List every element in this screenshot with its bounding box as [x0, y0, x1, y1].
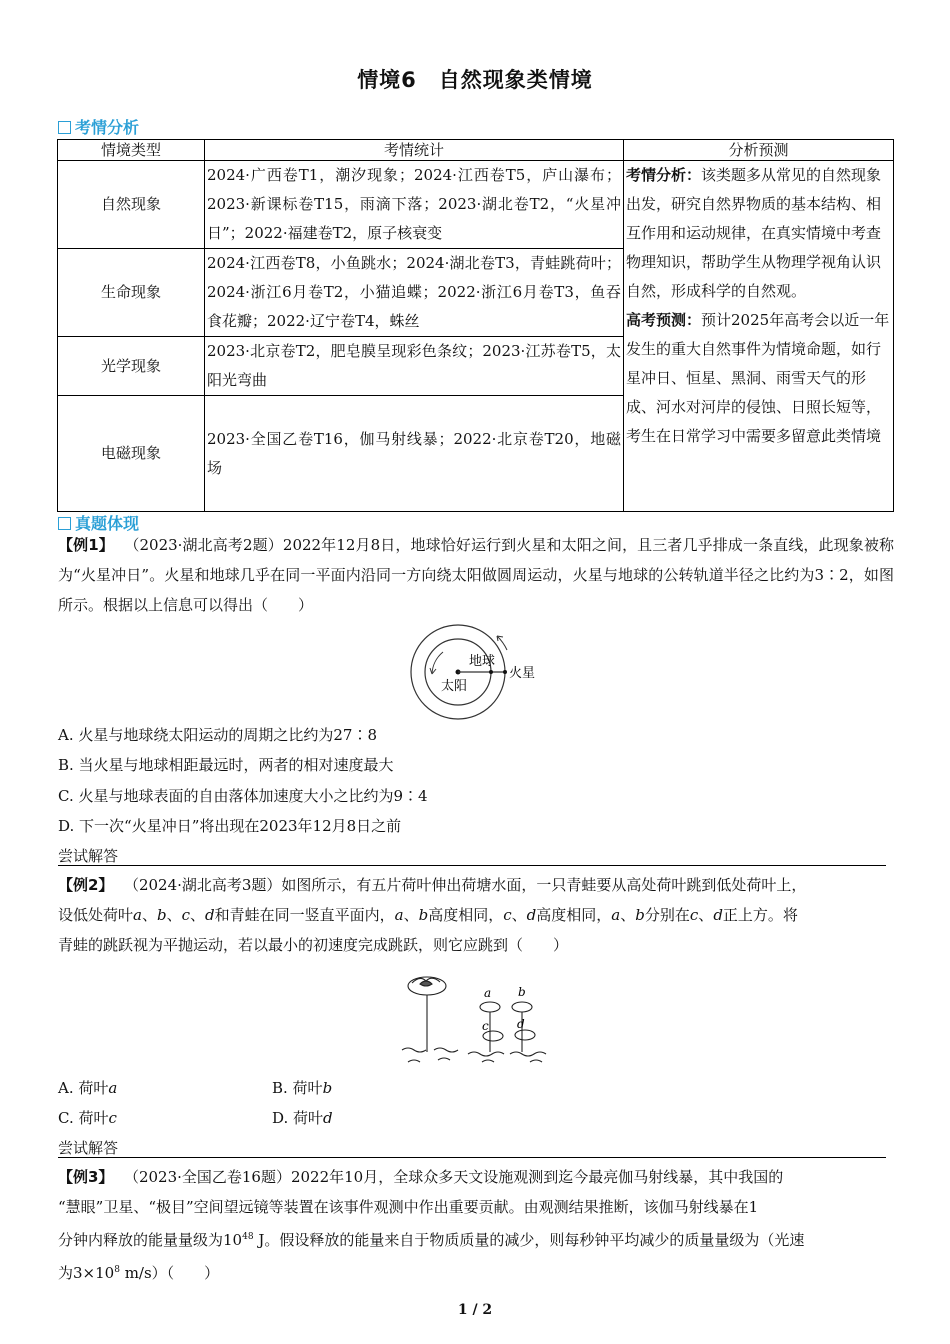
leaf-d: [515, 1030, 535, 1040]
page-title: 情境6 自然现象类情境: [357, 68, 593, 92]
answer-line[interactable]: 尝试解答: [58, 847, 886, 866]
label-c: c: [482, 1019, 489, 1033]
table-header: 考情统计: [205, 140, 624, 161]
checkbox-icon: [58, 517, 71, 530]
section-heading-analysis: 考情分析: [58, 115, 139, 138]
table-cell-type: 光学现象: [58, 337, 205, 396]
option-b[interactable]: B. 荷叶b: [272, 1079, 333, 1097]
table-header: 情境类型: [58, 140, 205, 161]
label-b: b: [518, 985, 526, 999]
table-cell-stat: 2023·北京卷T2，肥皂膜呈现彩色条纹；2023·江苏卷T5，太阳光弯曲: [205, 337, 624, 396]
leaf-b: [512, 1002, 532, 1012]
example-1-stem: 【例1】 （2023·湖北高考2题）2022年12月8日，地球恰好运行到火星和太阳之间，且三者几乎排成一条直线，此现象被称为“火星冲日”。火星和地球几乎在同一平面内沿同一方向绕太阳做圆周运动，火星与地球的公转轨道半径之比约为3∶2，如图所示。根据以上信息可以得出（ ）: [58, 536, 894, 614]
option-c[interactable]: C. 荷叶c: [58, 1109, 117, 1127]
answer-line[interactable]: 尝试解答: [58, 1139, 886, 1158]
lotus-pond-diagram: [398, 968, 570, 1068]
option-c[interactable]: C. 火星与地球表面的自由落体加速度大小之比约为9∶4: [58, 787, 428, 805]
table-cell-type: 电磁现象: [58, 396, 205, 512]
inner-arrow-icon: [432, 652, 443, 674]
table-header: 分析预测: [624, 140, 894, 161]
sun-label: 太阳: [441, 679, 468, 694]
table-cell-prediction: 考情分析：该类题多从常见的自然现象出发，研究自然界物质的基本结构、相互作用和运动规律，在真实情境中考查物理知识，帮助学生从物理学视角认识自然，形成科学的自然观。 高考预测：预计2025年高考会以近一年发生的重大自然事件为情境命题，如行星冲日、恒星、黑洞、雨雪天气的形成、河水对河岸的侵蚀、日照长短等，考生在日常学习中需要多留意此类情境: [624, 161, 894, 512]
earth-dot: [489, 670, 493, 674]
example-2-stem: 【例2】 （2024·湖北高考3题）如图所示，有五片荷叶伸出荷塘水面，一只青蛙要从高处荷叶跳到低处荷叶上， 设低处荷叶a、b、c、d和青蛙在同一竖直平面内，a、b高度相同，c、d高度相同，a、b分别在c、d正上方。将 青蛙的跳跃视为平抛运动，若以最小的初速度完成跳跃，则它应跳到（ ）: [58, 876, 807, 954]
option-d[interactable]: D. 下一次“火星冲日”将出现在2023年12月8日之前: [58, 817, 402, 835]
section-heading-problems: 真题体现: [58, 511, 139, 534]
option-b[interactable]: B. 当火星与地球相距最远时，两者的相对速度最大: [58, 756, 394, 774]
water-surface: [402, 1048, 546, 1056]
option-a[interactable]: A. 火星与地球绕太阳运动的周期之比约为27∶8: [58, 726, 378, 744]
label-a: a: [484, 986, 492, 1000]
frog-icon: [420, 981, 432, 986]
option-a[interactable]: A. 荷叶a: [58, 1079, 118, 1097]
analysis-table: [57, 139, 894, 512]
option-d[interactable]: D. 荷叶d: [272, 1109, 333, 1127]
example-3-stem: 【例3】 （2023·全国乙卷16题）2022年10月，全球众多天文设施观测到迄今最亮伽马射线暴，其中我国的 “慧眼”卫星、“极目”空间望远镜等装置在该事件观测中作出重要贡献。由观测结果推断，该伽马射线暴在1 分钟内释放的能量量级为$10^{48}$ J。假设释放的能量来自于物质质量的减少，则每秒钟平均减少的质量量级为（光速 为$3\times 10^8$ m/s）（ ）: [58, 1168, 805, 1282]
mars-label: 火星: [509, 666, 536, 681]
table-cell-stat: 2024·江西卷T8，小鱼跳水；2024·湖北卷T3，青蛙跳荷叶；2024·浙江6月卷T2，小猫追蝶；2022·浙江6月卷T3，鱼吞食花瓣；2022·辽宁卷T4，蛛丝: [205, 249, 624, 337]
table-cell-type: 生命现象: [58, 249, 205, 337]
table-cell-stat: 2023·全国乙卷T16，伽马射线暴；2022·北京卷T20，地磁场: [205, 396, 624, 512]
leaf-a: [480, 1002, 500, 1012]
orbit-diagram: [405, 622, 555, 722]
page-number: 1 / 2: [457, 1302, 493, 1318]
label-d: d: [517, 1017, 525, 1031]
mars-dot: [503, 670, 507, 674]
table-cell-type: 自然现象: [58, 161, 205, 249]
checkbox-icon: [58, 121, 71, 134]
table-cell-stat: 2024·广西卷T1，潮汐现象；2024·江西卷T5，庐山瀑布；2023·新课标卷T15，雨滴下落；2023·湖北卷T2，“火星冲日”；2022·福建卷T2，原子核衰变: [205, 161, 624, 249]
earth-label: 地球: [469, 654, 496, 669]
